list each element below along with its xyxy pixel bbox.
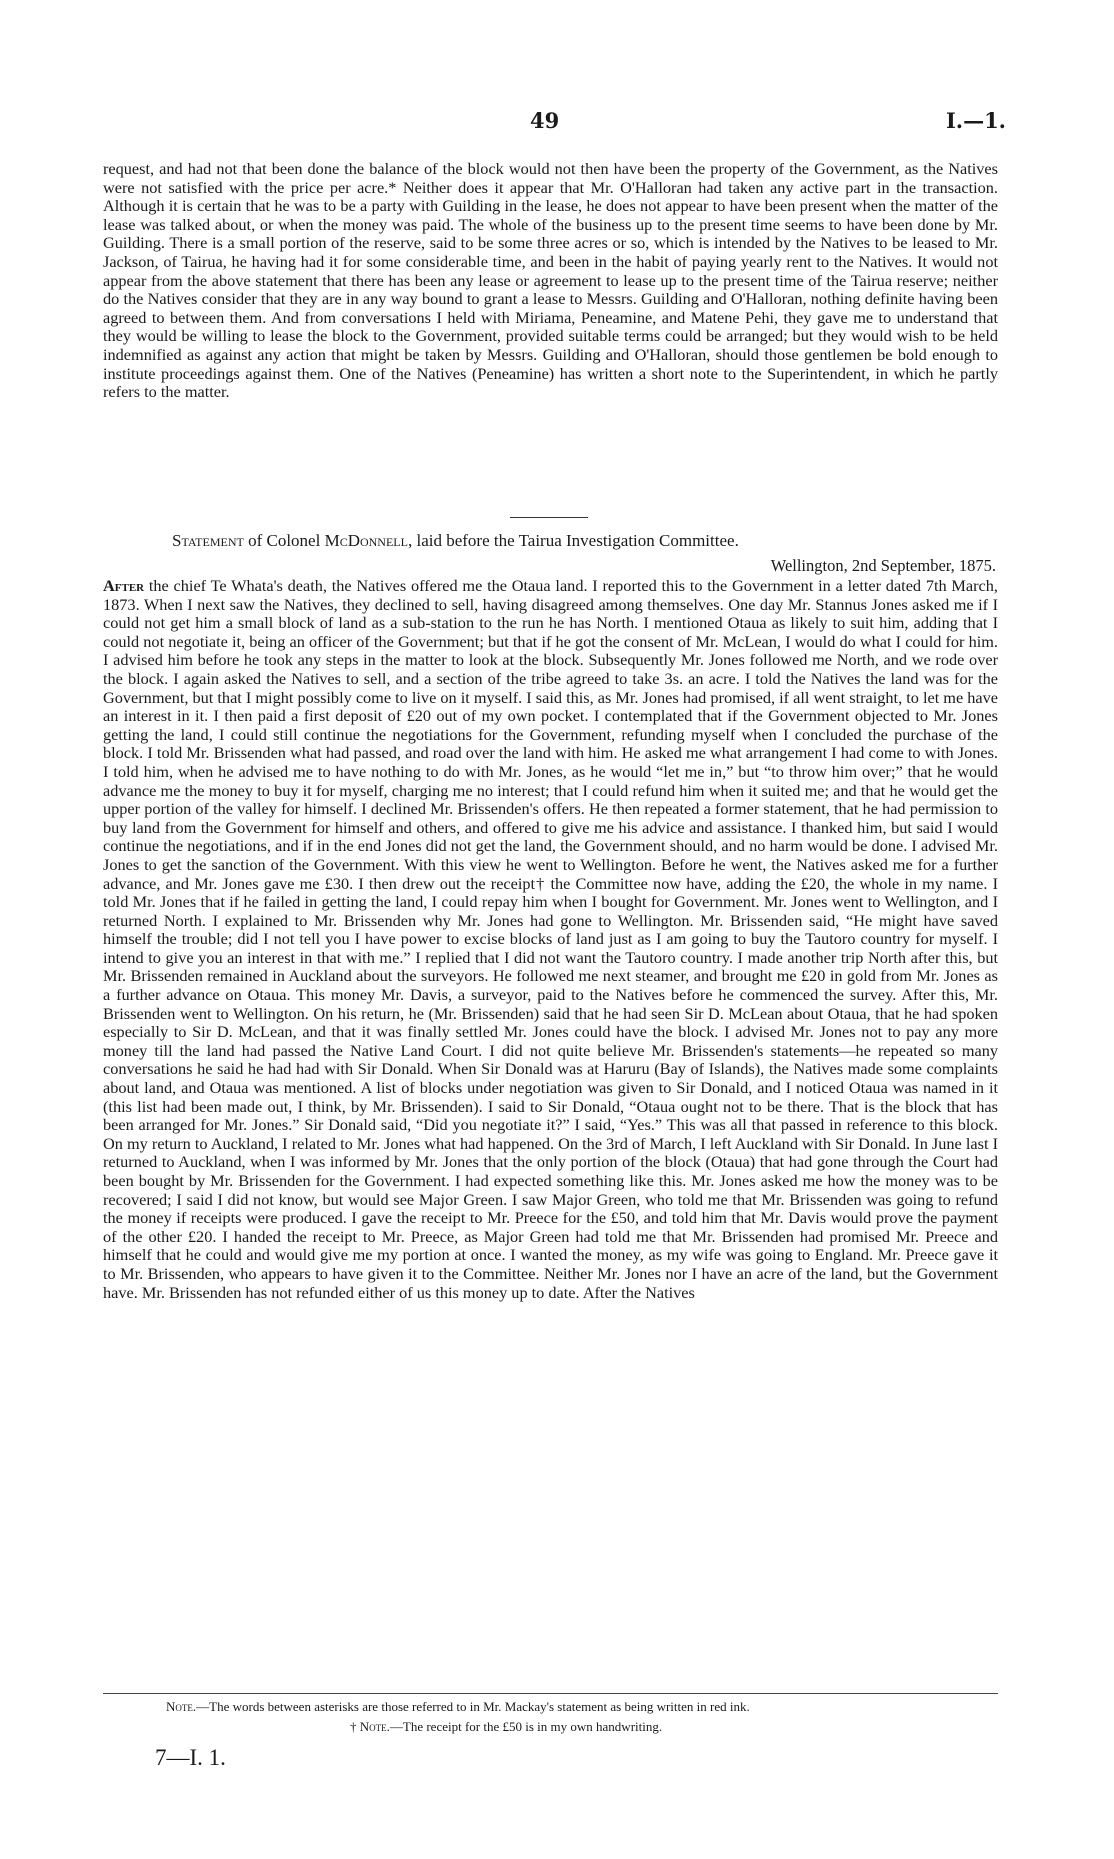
paragraph-body: the chief Te Whata's death, the Natives offered me the Otaua land. I reported this to the Government in a letter dated 7th March, 1873. When I next saw the Natives, they declined to sell, having disagreed among themselves. One day Mr. Stannus Jones asked me if I could not get him a small block of land as a sub-station to the run he has North. I mentioned Otaua as likely to suit him, adding that I could not negotiate it, being an officer of the Government; but that if he got the consent of Mr. McLean, I would do what I could for him. I advised him before he took any steps in the matter to look at the block. Subsequently Mr. Jones followed me North, and we rode over the block. I again asked the Natives to sell, and a section of the tribe agreed to take 3s. an acre. I told the Natives the land was for the Government, but that I might possibly come to live on it myself. I said this, as Mr. Jones had promised, if all went straight, to let me have an interest in it. I then paid a first deposit of £20 out of my own pocket. I contemplated that if the Government objected to Mr. Jones getting the land, I could still continue the negotiations for the Government, refunding myself when I concluded the purchase of the block. I told Mr. Brissenden what had passed, and road over the land with him. He asked me what arrangement I had come to with Jones. I told him, when he advised me to have nothing to do with Mr. Jones, as he would “let me in,” but “to throw him over;” that he would advance me the money to buy it for myself, charging me no interest; that I could refund him when it suited me; and that he would get the upper portion of the valley for himself. I declined Mr. Brissenden's offers. He then repeated a former statement, that he had permission to buy land from the Government for himself and others, and offered to give me his advice and assistance. I thanked him, but said I would continue the negotiations, and if in the end Jones did not get the land, the Government should, and no harm would be done. I advised Mr. Jones to get the sanction of the Government. With this view he went to Wellington. Before he went, the Natives asked me for a further advance, and Mr. Jones gave me £30. I then drew out the receipt† the Committee now have, adding the £20, the whole in my name. I told Mr. Jones that if he failed in getting the land, I could repay him when I bought for Government. Mr. Jones went to Wellington, and I returned North. I explained to Mr. Brissenden why Mr. Jones had gone to Wellington. Mr. Brissenden said, “He might have saved himself the trouble; did I not tell you I have power to excise blocks of land just as I am going to buy the Tautoro country for myself. I intend to give you an interest in that with me.” I replied that I did not want the Tautoro country. I made another trip North after this, but Mr. Brissenden remained in Auckland about the surveyors. He followed me next steamer, and brought me £20 in gold from Mr. Jones as a further advance on Otaua. This money Mr. Davis, a surveyor, paid to the Natives before he commenced the survey. After this, Mr. Brissenden went to Wellington. On his return, he (Mr. Brissenden) said that he had seen Sir D. McLean about Otaua, that he had spoken especially to Sir D. McLean, and that it was finally settled Mr. Jones could have the block. I advised Mr. Jones not to pay any more money till the land had passed the Native Land Court. I did not quite believe Mr. Brissenden's statements—he repeated so many conversations he said he had had with Sir Donald. When Sir Donald was at Haruru (Bay of Islands), the Natives made some complaints about land, and Otaua was mentioned. A list of blocks under negotiation was given to Sir Donald, and I noticed Otaua was named in it (this list had been made out, I think, by Mr. Brissenden). I said to Sir Donald, “Otaua ought not to be there. That is the block that has been arranged for Mr. Jones.” Sir Donald said, “Did you negotiate it?” I said, “Yes.” This was all that passed in reference to this block. On my return to Auckland, I related to Mr. Jones what had happened. On the 3rd of March, I left Auckland with Sir Donald. In June last I returned to Auckland, when I was informed by Mr. Jones that the only portion of the block (Otaua) that had gone through the Court had been bought by Mr. Brissenden for the Government. I had expected something like this. Mr. Jones asked me how the money was to be recovered; I said I did not know, but would see Major Green. I saw Major Green, who told me that Mr. Brissenden was going to refund the money if receipts were produced. I gave the receipt to Mr. Preece for the £50, and told him that Mr. Davis would prove the payment of the other £20. I handed the receipt to Mr. Preece, as Major Green had told me that Mr. Brissenden had promised Mr. Preece and himself that he could and would give me my portion at once. I wanted the money, as my wife was going to England. Mr. Preece gave it to Mr. Brissenden, who appears to have given it to the Committee. Neither Mr. Jones nor I have an acre of the land, but the Government have. Mr. Brissenden has not refunded either of us this money up to date. After the Natives [103,576,998,1302]
heading-rest: , laid before the Tairua Investigation Committee. [407,531,739,550]
statement-heading [172,531,739,551]
footnote-dagger [350,1719,662,1735]
dateline: Wellington, 2nd September, 1875. [770,556,996,575]
heading-name: McDonnell [324,531,408,550]
heading-statement-word: Statement [172,531,244,550]
statement-paragraph [103,577,998,1302]
footnote-asterisk [166,1699,750,1715]
heading-of: of Colonel [243,531,325,550]
footnote-label: † Note. [350,1719,390,1734]
footnote-text: —The receipt for the £50 is in my own handwriting. [389,1719,663,1734]
paragraph-continuation: request, and had not that been done the balance of the block would not then have been the property of the Government, as the Natives were not satisfied with the price per acre.* Neither does it appear that Mr. O'Halloran had taken any active part in the transaction. Although it is certain that he was to be a party with Guilding in the lease, he does not appear to have been present when the matter of the lease was talked about, or when the money was paid. The whole of the business up to the present time seems to have been done by Mr. Guilding. There is a small portion of the reserve, said to be some three acres or so, which is intended by the Natives to be leased to Mr. Jackson, of Tairua, he having had it for some considerable time, and been in the habit of paying yearly rent to the Natives. It would not appear from the above statement that there has been any lease or agreement to lease up to the present time of the Tairua reserve; neither do the Natives consider that they are in any way bound to grant a lease to Messrs. Guilding and O'Halloran, nothing definite having been agreed to between them. And from conversations I held with Miriama, Peneamine, and Matene Pehi, they gave me to understand that they would be willing to lease the block to the Government, provided suitable terms could be arranged; but they would wish to be held indemnified as against any action that might be taken by Messrs. Guilding and O'Halloran, should those gentlemen be bold enough to institute proceedings against them. One of the Natives (Peneamine) has written a short note to the Superintendent, in which he partly refers to the matter. [103,159,998,402]
footnote-label: Note. [166,1699,197,1714]
document-reference: I.—1. [945,108,1006,133]
footnote-rule [103,1693,998,1694]
sheet-signature-mark: 7—I. 1. [155,1745,226,1770]
footnote-text: —The words between asterisks are those referred to in Mr. Mackay's statement as being written in red ink. [196,1699,750,1714]
page-header [0,108,1114,138]
section-divider [510,517,588,518]
paragraph-lead-word: After [103,576,145,595]
page-number: 49 [530,108,560,133]
